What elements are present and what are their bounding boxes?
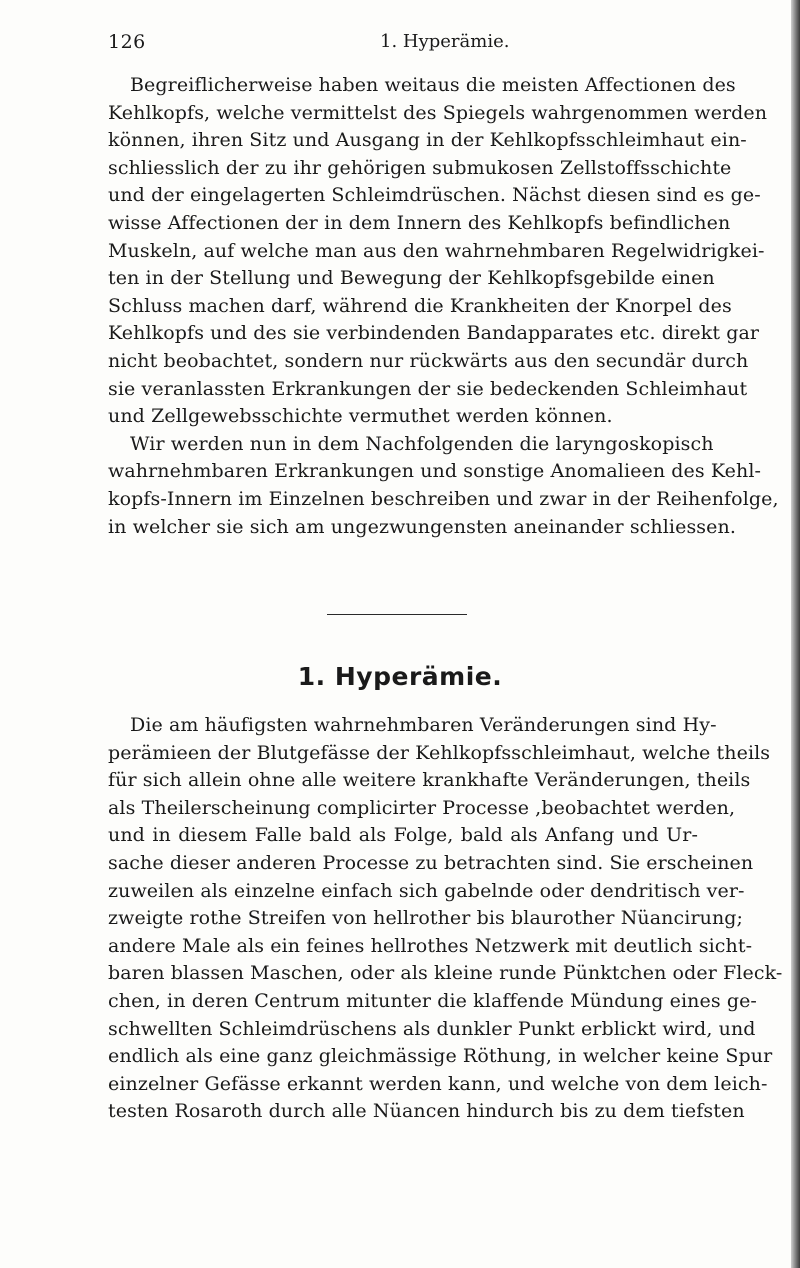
text-line: Muskeln, auf welche man aus den wahrnehmbaren Regelwidrigkei-: [108, 239, 765, 262]
text-line: wahrnehmbaren Erkrankungen und sonstige Anomalieen des Kehl-: [108, 460, 762, 483]
text-line: in welcher sie sich am ungezwungensten aneinander schliessen.: [108, 515, 736, 538]
divider-rule: [327, 614, 467, 615]
intro-text: [108, 72, 779, 541]
text-line: und Zellgewebsschichte vermuthet werden können.: [108, 405, 613, 428]
text-line: können, ihren Sitz und Ausgang in der Kehlkopfsschleimhaut ein-: [108, 129, 747, 152]
text-line: perämieen der Blutgefässe der Kehlkopfsschleimhaut, welche theils: [108, 741, 771, 764]
text-line: chen, in deren Centrum mitunter die klaffende Mündung eines ge-: [108, 989, 757, 1012]
text-line: testen Rosaroth durch alle Nüancen hindurch bis zu dem tiefsten: [108, 1100, 745, 1123]
text-line: sache dieser anderen Processe zu betrachten sind. Sie erscheinen: [108, 851, 754, 874]
text-line: einzelner Gefässe erkannt werden kann, und welche von dem leich-: [108, 1072, 768, 1095]
text-line: und in diesem Falle bald als Folge, bald als Anfang und Ur-: [108, 824, 698, 847]
running-head: 1. Hyperämie.: [380, 31, 510, 52]
text-line: und der eingelagerten Schleimdrüschen. Nächst diesen sind es ge-: [108, 184, 761, 207]
page-header: [108, 30, 708, 58]
text-line: für sich allein ohne alle weitere krankhafte Veränderungen, theils: [108, 769, 751, 792]
section-heading: 1. Hyperämie.: [297, 662, 503, 691]
text-line: sie veranlassten Erkrankungen der sie bedeckenden Schleimhaut: [108, 377, 748, 400]
page-number: 126: [108, 31, 146, 53]
text-line: nicht beobachtet, sondern nur rückwärts aus den secundär durch: [108, 349, 749, 372]
text-line: Die am häufigsten wahrnehmbaren Veränderungen sind Hy-: [130, 714, 717, 736]
text-line: Schluss machen darf, während die Krankheiten der Knorpel des: [108, 294, 732, 317]
text-line: zuweilen als einzelne einfach sich gabelnde oder dendritisch ver-: [108, 879, 745, 902]
text-line: Kehlkopfs, welche vermittelst des Spiegels wahrgenommen werden: [108, 101, 768, 124]
page-binding-edge: [791, 0, 800, 1268]
text-line: baren blassen Maschen, oder als kleine runde Pünktchen oder Fleck-: [108, 962, 783, 985]
text-line: zweigte rothe Streifen von hellrother bis blaurother Nüancirung;: [108, 907, 744, 930]
text-line: Wir werden nun in dem Nachfolgenden die laryngoskopisch: [130, 432, 714, 455]
text-line: Begreiflicherweise haben weitaus die meisten Affectionen des: [130, 74, 736, 96]
text-line: kopfs-Innern im Einzelnen beschreiben und zwar in der Reihenfolge,: [108, 487, 779, 510]
text-line: ten in der Stellung und Bewegung der Kehlkopfsgebilde einen: [108, 267, 715, 290]
text-line: als Theilerscheinung complicirter Processe ,beobachtet werden,: [108, 796, 736, 819]
text-line: andere Male als ein feines hellrothes Netzwerk mit deutlich sicht-: [108, 934, 753, 957]
text-line: schwellten Schleimdrüschens als dunkler Punkt erblickt wird, und: [108, 1017, 756, 1040]
section-divider: [0, 614, 800, 620]
text-line: schliesslich der zu ihr gehörigen submukosen Zellstoffsschichte: [108, 156, 732, 179]
text-line: endlich als eine ganz gleichmässige Röthung, in welcher keine Spur: [108, 1045, 773, 1068]
text-line: wisse Affectionen der in dem Innern des Kehlkopfs befindlichen: [108, 211, 731, 234]
text-line: Kehlkopfs und des sie verbindenden Bandapparates etc. direkt gar: [108, 322, 760, 345]
section-text: [108, 712, 783, 1126]
